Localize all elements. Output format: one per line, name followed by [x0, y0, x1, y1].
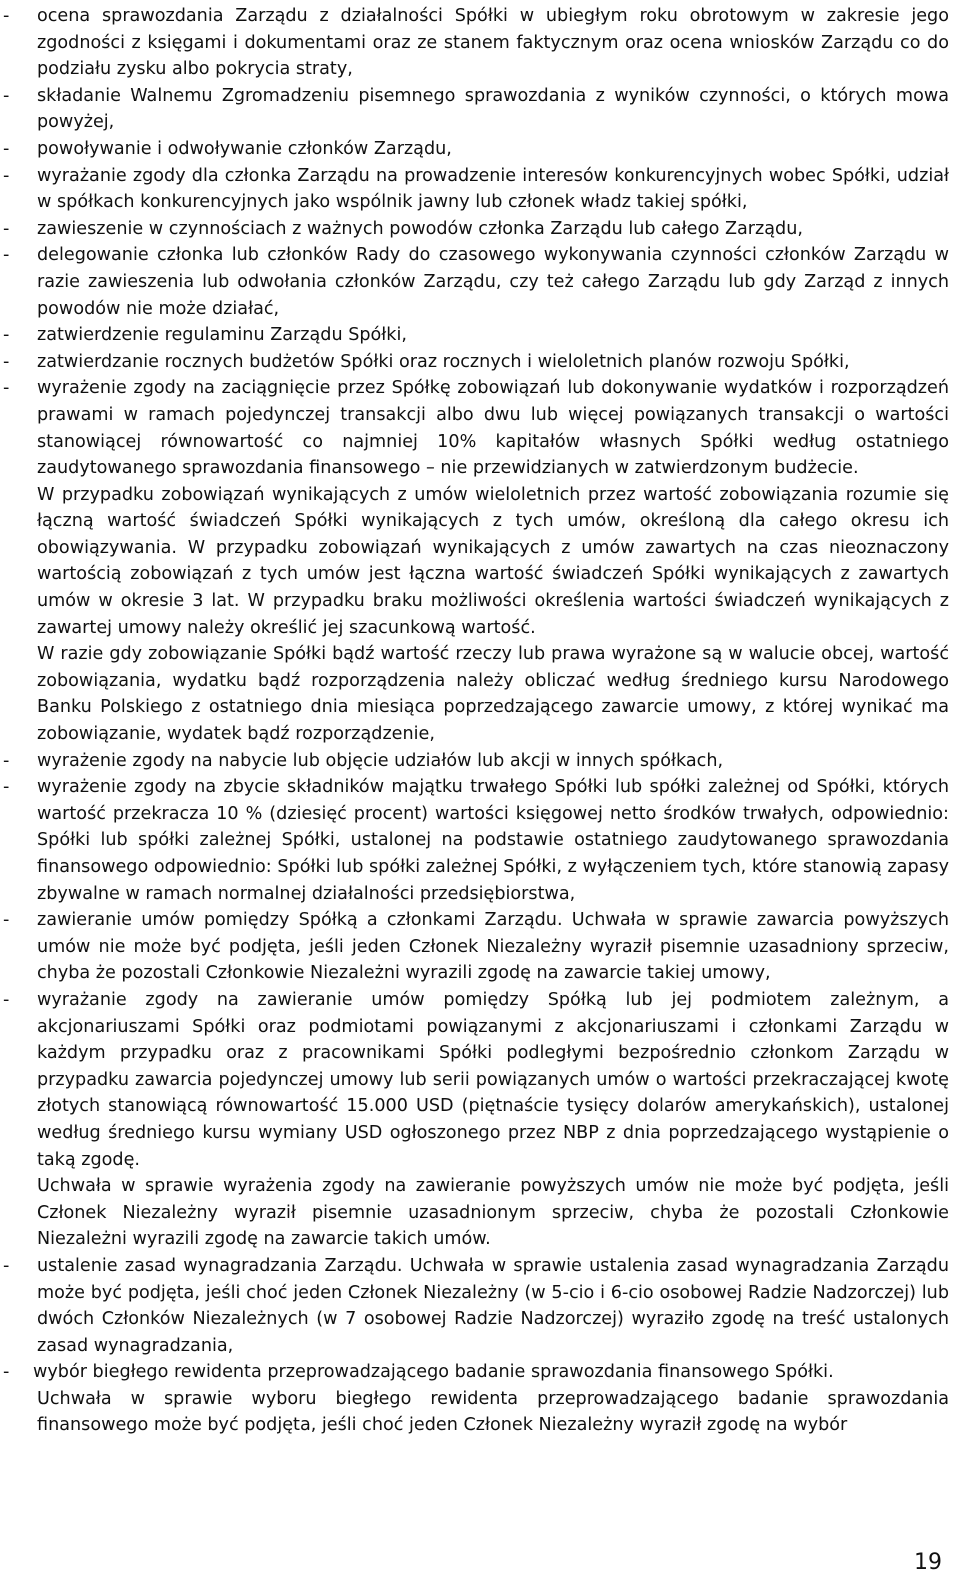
list-dash: -	[3, 325, 10, 346]
list-dash: -	[3, 85, 10, 106]
list-item-text: wyrażenie zgody na nabycie lub objęcie udziałów lub akcji w innych spółkach,	[37, 750, 724, 771]
list-dash: -	[3, 138, 10, 159]
list-item-text: ocena sprawozdania Zarządu z działalności Spółki w ubiegłym roku obrotowym w zakresie jego zgodności z księgami i dokumentami oraz ze stanem faktycznym oraz ocena wniosków Zarządu co do podziału zysku albo pokrycia straty,	[37, 6, 949, 80]
list-item	[3, 349, 949, 376]
list-dash: -	[3, 218, 10, 239]
continuation-paragraph: W przypadku zobowiązań wynikających z umów wieloletnich przez wartość zobowiązania rozumie się łączną wartość świadczeń Spółki wynikających z tych umów, określoną dla całego okresu ich obowiązywania. W przypadku zobowiązań wynikających z umów zawartych na czas nieoznaczony wartością zobowiązań z tych umów jest łączna wartość świadczeń Spółki wynikających z zawartych umów w okresie 3 lat. W przypadku braku możliwości określenia wartości świadczeń wynikających z zawartej umowy należy określić jej szacunkową wartość.	[37, 484, 949, 638]
list-item-text: zawieszenie w czynnościach z ważnych powodów członka Zarządu lub całego Zarządu,	[37, 218, 803, 239]
list-item	[3, 83, 949, 136]
continuation-paragraph: Uchwała w sprawie wyrażenia zgody na zawieranie powyższych umów nie może być podjęta, jeśli Członek Niezależny wyraził pisemnie uzasadnionym sprzeciw, chyba że pozostali Członkowie Niezależni wyrazili zgodę na zawarcie takich umów.	[37, 1176, 949, 1250]
list-dash: -	[3, 245, 10, 266]
list-item-text: wyrażanie zgody dla członka Zarządu na prowadzenie interesów konkurencyjnych wobec Spółki, udział w spółkach konkurencyjnych jako wspólnik jawny lub członek władz takiej spółki,	[37, 165, 949, 213]
list-dash: -	[3, 378, 10, 399]
page-number: 19	[914, 1550, 942, 1575]
list-item	[3, 3, 949, 83]
list-item	[3, 1253, 949, 1359]
list-item	[3, 163, 949, 216]
list-item	[3, 375, 949, 481]
list-item-text: wyrażenie zgody na zbycie składników majątku trwałego Spółki lub spółki zależnej od Spółki, których wartość przekracza 10 % (dziesięć procent) wartości księgowej netto środków trwałych, odpowiednio: Spółki lub spółki zależnej Spółki, ustalonej na podstawie ostatniego zaudytowanego sprawozdania finansowego odpowiednio: Spółki lub spółki zależnej Spółki, z wyłączeniem tych, które stanowią zapasy zbywalne w ramach normalnej działalności przedsiębiorstwa,	[37, 777, 949, 904]
list-dash: -	[3, 777, 10, 798]
continuation-paragraph: Uchwała w sprawie wyboru biegłego rewidenta przeprowadzającego badanie sprawozdania finansowego może być podjęta, jeśli choć jeden Członek Niezależny wyraził zgodę na wybór	[37, 1388, 949, 1436]
list-item	[3, 216, 949, 243]
list-item-text: zatwierdzanie rocznych budżetów Spółki oraz rocznych i wieloletnich planów rozwoju Spółki,	[37, 351, 850, 372]
list-item-text: składanie Walnemu Zgromadzeniu pisemnego sprawozdania z wyników czynności, o których mowa powyżej,	[37, 85, 949, 133]
list-dash: -	[3, 1255, 10, 1276]
list-item-text: zawieranie umów pomiędzy Spółką a członkami Zarządu. Uchwała w sprawie zawarcia powyższych umów nie może być podjęta, jeśli jeden Członek Niezależny wyraził pisemnie uzasadniony sprzeciw, chyba że pozostali Członkowie Niezależni wyrazili zgodę na zawarcie takiej umowy,	[37, 910, 949, 984]
list-item-text: ustalenie zasad wynagradzania Zarządu. Uchwała w sprawie ustalenia zasad wynagradzania Zarządu może być podjęta, jeśli choć jeden Członek Niezależny (w 5-cio i 6-cio osobowej Radzie Nadzorczej) lub dwóch Członków Niezależnych (w 7 osobowej Radzie Nadzorczej) wyraziło zgodę na treść ustalonych zasad wynagradzania,	[37, 1255, 949, 1356]
list-item	[3, 774, 949, 907]
continuation-paragraph: W razie gdy zobowiązanie Spółki bądź wartość rzeczy lub prawa wyrażone są w walucie obcej, wartość zobowiązania, wydatku bądź rozporządzenia należy obliczać według średniego kursu Narodowego Banku Polskiego z ostatniego dnia miesiąca poprzedzającego zawarcie umowy, z której wynikać ma zobowiązanie, wydatek bądź rozporządzenie,	[37, 644, 949, 745]
document-body	[3, 3, 949, 1439]
list-dash: -	[3, 750, 10, 771]
list-item-text: delegowanie członka lub członków Rady do czasowego wykonywania czynności członków Zarządu w razie zawieszenia lub odwołania członków Zarządu, czy też całego Zarządu lub gdy Zarząd z innych powodów nie może działać,	[37, 245, 949, 319]
list-item-text: zatwierdzenie regulaminu Zarządu Spółki,	[37, 325, 407, 346]
list-dash: -	[3, 1362, 10, 1383]
list-item	[3, 1359, 949, 1386]
list-item-text: wyrażanie zgody na zawieranie umów pomiędzy Spółką lub jej podmiotem zależnym, a akcjonariuszami Spółki oraz podmiotami powiązanymi z akcjonariuszami i członkami Zarządu w każdym przypadku oraz z pracownikami Spółki podległymi bezpośrednio członkom Zarządu w przypadku zawarcia pojedynczej umowy lub serii powiązanych umów o wartości przekraczającej kwotę złotych stanowiącą równowartość 15.000 USD (piętnaście tysięcy dolarów amerykańskich), ustalonej według średniego kursu wymiany USD ogłoszonego przez NBP z dnia poprzedzającego wystąpienie o taką zgodę.	[37, 989, 949, 1170]
list-dash: -	[3, 6, 10, 26]
list-item	[3, 987, 949, 1173]
list-dash: -	[3, 989, 10, 1010]
list-item-text: wyrażenie zgody na zaciągnięcie przez Spółkę zobowiązań lub dokonywanie wydatków i rozporządzeń prawami w ramach pojedynczej transakcji albo dwu lub więcej powiązanych transakcji o wartości stanowiącej równowartość co najmniej 10% kapitałów własnych Spółki według ostatniego zaudytowanego sprawozdania finansowego – nie przewidzianych w zatwierdzonym budżecie.	[37, 378, 949, 479]
list-item	[3, 136, 949, 163]
list-dash: -	[3, 351, 10, 372]
list-item	[3, 748, 949, 775]
list-dash: -	[3, 910, 10, 931]
list-item	[3, 242, 949, 322]
list-dash: -	[3, 165, 10, 186]
list-item	[3, 907, 949, 987]
list-item-text: wybór biegłego rewidenta przeprowadzającego badanie sprawozdania finansowego Spółki.	[33, 1362, 834, 1383]
list-item	[3, 322, 949, 349]
list-item-text: powoływanie i odwoływanie członków Zarządu,	[37, 138, 452, 159]
